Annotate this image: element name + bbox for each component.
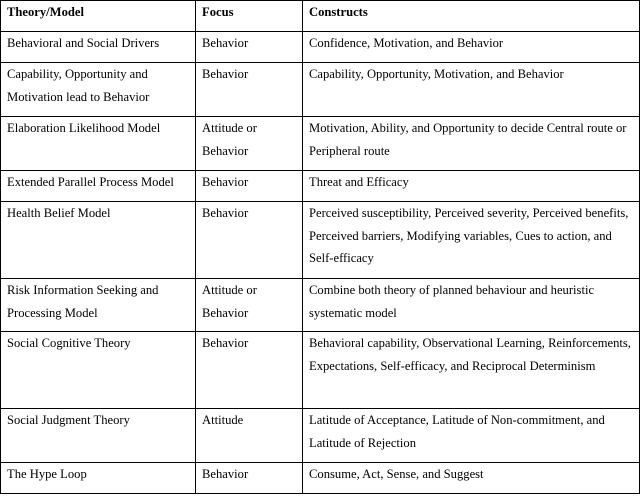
- table-header-row: [1, 1, 640, 32]
- theory-cell: Social Judgment Theory: [1, 409, 196, 463]
- table-row: [1, 409, 640, 463]
- focus-cell: Behavior: [196, 32, 303, 63]
- focus-cell: Behavior: [196, 202, 303, 279]
- theory-cell: Risk Information Seeking and Processing Model: [1, 279, 196, 332]
- theory-cell: Behavioral and Social Drivers: [1, 32, 196, 63]
- theory-cell: Capability, Opportunity and Motivation lead to Behavior: [1, 63, 196, 117]
- table-row: [1, 202, 640, 279]
- focus-cell: Behavior: [196, 332, 303, 409]
- constructs-cell: Behavioral capability, Observational Learning, Reinforcements, Expectations, Self-efficacy, and Reciprocal Determinism: [303, 332, 640, 409]
- table-row: [1, 463, 640, 494]
- constructs-cell: Confidence, Motivation, and Behavior: [303, 32, 640, 63]
- table-row: [1, 279, 640, 332]
- theory-cell: Extended Parallel Process Model: [1, 171, 196, 202]
- table-row: [1, 63, 640, 117]
- theory-cell: Elaboration Likelihood Model: [1, 117, 196, 171]
- theory-cell: The Hype Loop: [1, 463, 196, 494]
- header-focus: Focus: [196, 1, 303, 32]
- table-row: [1, 32, 640, 63]
- constructs-cell: Motivation, Ability, and Opportunity to decide Central route or Peripheral route: [303, 117, 640, 171]
- header-constructs: Constructs: [303, 1, 640, 32]
- focus-cell: Attitude or Behavior: [196, 117, 303, 171]
- constructs-cell: Combine both theory of planned behaviour and heuristic systematic model: [303, 279, 640, 332]
- focus-cell: Attitude: [196, 409, 303, 463]
- theory-cell: Social Cognitive Theory: [1, 332, 196, 409]
- header-theory-model: Theory/Model: [1, 1, 196, 32]
- constructs-cell: Latitude of Acceptance, Latitude of Non-commitment, and Latitude of Rejection: [303, 409, 640, 463]
- constructs-cell: Perceived susceptibility, Perceived severity, Perceived benefits, Perceived barriers, Modifying variables, Cues to action, and Self-efficacy: [303, 202, 640, 279]
- constructs-cell: Threat and Efficacy: [303, 171, 640, 202]
- table-row: [1, 171, 640, 202]
- table-row: [1, 332, 640, 409]
- table-row: [1, 117, 640, 171]
- focus-cell: Behavior: [196, 63, 303, 117]
- focus-cell: Behavior: [196, 463, 303, 494]
- theory-cell: Health Belief Model: [1, 202, 196, 279]
- constructs-cell: Consume, Act, Sense, and Suggest: [303, 463, 640, 494]
- focus-cell: Behavior: [196, 171, 303, 202]
- focus-cell: Attitude or Behavior: [196, 279, 303, 332]
- constructs-cell: Capability, Opportunity, Motivation, and Behavior: [303, 63, 640, 117]
